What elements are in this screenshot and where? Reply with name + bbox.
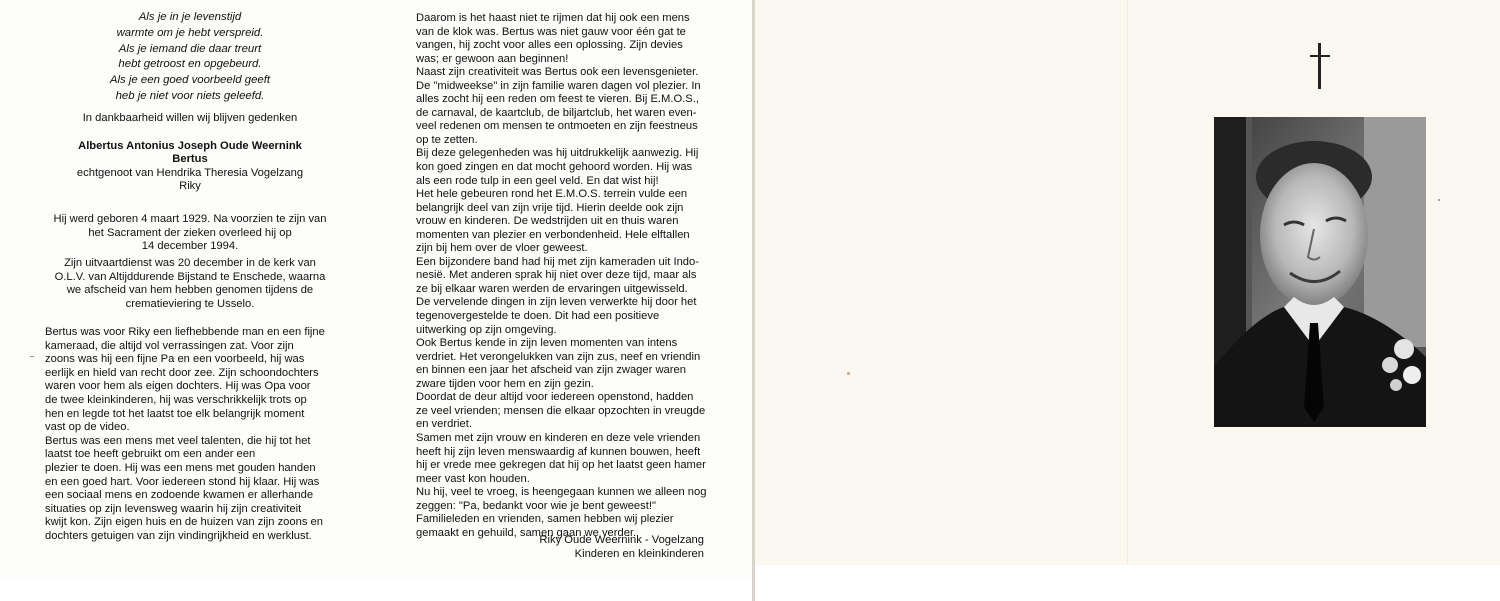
tribute-text-right	[416, 12, 708, 540]
text-line: Bertus was een mens met veel talenten, die hij tot het	[45, 434, 311, 447]
text-line: zware tijden voor hem en zijn gezin.	[416, 377, 594, 390]
text-line: veel redenen om mensen te ontmoeten en zijn feestneus	[416, 120, 698, 133]
text-line: Naast zijn creativiteit was Bertus ook een levensgenieter.	[416, 66, 699, 79]
signature-line: Riky Oude Weernink - Vogelzang	[539, 534, 704, 546]
text-line: 14 december 1994.	[141, 240, 239, 253]
text-line: belangrijk deel van zijn vrije tijd. Hierin deelde ook zijn	[416, 201, 684, 214]
print-mark	[30, 356, 34, 357]
text-line: als een rode tulp in een geel veld. En dat wist hij!	[416, 174, 659, 187]
text-line: De vervelende dingen in zijn leven verwerkte hij door het	[416, 296, 697, 309]
text-line: crematieviering te Usselo.	[125, 297, 255, 310]
tribute-text-left	[45, 326, 345, 544]
text-line: Daarom is het haast niet te rijmen dat hij ook een mens	[416, 12, 690, 24]
text-line: de carnaval, de kaartclub, de biljartclub, het waren even-	[416, 106, 697, 119]
text-line: vast op de video.	[45, 421, 130, 434]
text-line: en verdriet.	[416, 418, 472, 431]
signature-line: Kinderen en kleinkinderen	[574, 547, 704, 560]
text-line: hij er vrede mee gekregen dat hij op het laatst geen hamer	[416, 459, 706, 472]
text-line: Ook Bertus kende in zijn leven momenten van intens	[416, 337, 678, 350]
poem-line: hebt getroost en opgebeurd.	[118, 58, 262, 71]
poem-line: Als je iemand die daar treurt	[118, 42, 262, 55]
text-line: op te zetten.	[416, 133, 478, 146]
text-line: tegenovergestelde te doen. Dit had een positieve	[416, 310, 660, 323]
text-line: een sociaal mens en zodoende kwamen er allerhande	[45, 489, 314, 502]
card-fold-line	[1127, 0, 1128, 565]
text-line: eerlijk en hield van recht door zee. Zijn schoondochters	[45, 366, 319, 379]
text-line: laatst toe heeft gebruikt om een ander een	[45, 448, 256, 461]
paper-speck	[1438, 199, 1440, 201]
portrait-photo	[1214, 117, 1426, 427]
text-line: meer vast kon houden.	[416, 472, 530, 485]
spouse-nickname: Riky	[179, 180, 201, 193]
text-line: zeggen: "Pa, bedankt voor wie je bent geweest!"	[416, 499, 656, 512]
text-line: Het hele gebeuren rond het E.M.O.S. terrein vulde een	[416, 188, 688, 201]
portrait-photo-illustration	[1214, 117, 1426, 427]
text-line: heeft hij zijn leven menswaardig af kunnen bouwen, heeft	[416, 445, 701, 458]
birth-death-paragraph	[40, 213, 340, 254]
text-line: Hij werd geboren 4 maart 1929. Na voorzien te zijn van	[53, 213, 327, 225]
text-line: vangen, hij zocht voor alles een oplossing. Zijn devies	[416, 39, 683, 52]
paper-speck	[847, 372, 850, 375]
remembrance-line: In dankbaarheid willen wij blijven gedenken	[82, 112, 298, 124]
text-line: zijn bij hem over de vloer geweest.	[416, 242, 588, 255]
text-line: en een goed hart. Voor iedereen stond hij klaar. Hij was	[45, 475, 320, 488]
text-line: nesië. Met anderen sprak hij niet over deze tijd, maar als	[416, 269, 697, 282]
text-line: momenten van plezier en verbondenheid. Hele elftallen	[416, 228, 690, 241]
funeral-paragraph	[40, 257, 340, 311]
text-line: verdriet. Het verongelukken van zijn zus, neef en vriendin	[416, 350, 701, 363]
text-line: Samen met zijn vrouw en kinderen en deze vele vrienden	[416, 431, 701, 444]
poem-line: warmte om je hebt verspreid.	[116, 26, 264, 39]
text-line: ze bij elkaar waren werden de ervaringen uitgewisseld.	[416, 282, 688, 295]
text-line: was; er gewoon aan beginnen!	[416, 52, 569, 65]
text-line: Nu hij, veel te vroeg, is heengegaan kunnen we alleen nog	[416, 486, 707, 499]
text-line: dochters getuigen van zijn vindingrijkheid en werklust.	[45, 529, 312, 542]
deceased-full-name: Albertus Antonius Joseph Oude Weernink	[78, 140, 302, 152]
text-line: we afscheid van hem hebben genomen tijdens de	[66, 284, 314, 297]
poem-line: Als je een goed voorbeeld geeft	[109, 74, 271, 87]
text-line: en binnen een jaar het afscheid van zijn zwager waren	[416, 364, 686, 377]
text-line: gemaakt en gehuild, samen gaan we verder.	[416, 526, 637, 539]
text-line: vrouw en kinderen. De wedstrijden uit en thuis waren	[416, 215, 679, 228]
text-line: alles zocht hij een reden om feest te vieren. Bij E.M.O.S.,	[416, 93, 699, 106]
text-line: ze veel vrienden; mensen die elkaar opzochten in vreugde	[416, 404, 706, 417]
text-line: plezier te doen. Hij was een mens met gouden handen	[45, 461, 316, 474]
signature-block	[416, 534, 704, 561]
text-line: situaties op zijn levensweg waarin hij zijn creativiteit	[45, 502, 302, 515]
cross-icon	[1310, 43, 1330, 89]
spouse-line: echtgenoot van Hendrika Theresia Vogelzang	[76, 166, 304, 179]
text-line: kon goed zingen en dat mocht gehoord worden. Hij was	[416, 161, 693, 174]
text-line: zoons was hij een fijne Pa en een voorbeeld, hij was	[45, 353, 305, 366]
scan-margin	[755, 565, 1500, 601]
text-line: van de klok was. Bertus was niet gauw voor één gat te	[416, 25, 686, 38]
text-line: O.L.V. van Altijddurende Bijstand te Enschede, waarna	[54, 270, 326, 283]
text-line: Bertus was voor Riky een liefhebbende man en een fijne	[45, 326, 325, 338]
text-line: Een bijzondere band had hij met zijn kameraden uit Indo-	[416, 255, 699, 268]
text-line: kwijt kon. Zijn eigen huis en de huizen van zijn zoons en	[45, 516, 323, 529]
text-line: het Sacrament der zieken overleed hij op	[88, 226, 292, 239]
text-line: kameraad, die altijd vol verrassingen zat. Voor zijn	[45, 339, 294, 352]
deceased-nickname: Bertus	[172, 153, 208, 166]
text-line: De "midweekse" in zijn familie waren dagen vol plezier. In	[416, 79, 701, 92]
text-line: Zijn uitvaartdienst was 20 december in de kerk van	[64, 257, 316, 269]
text-line: waren voor hem als eigen dochters. Hij was Opa voor	[45, 380, 311, 393]
poem-line: heb je niet voor niets geleefd.	[115, 89, 265, 102]
text-line: Doordat de deur altijd voor iedereen openstond, hadden	[416, 391, 694, 404]
poem-line: Als je in je levenstijd	[138, 11, 242, 23]
text-line: uitwerking op zijn omgeving.	[416, 323, 557, 336]
deceased-name-block	[40, 140, 340, 194]
text-line: hen en legde tot het laatst toe elk belangrijk moment	[45, 407, 305, 420]
poem	[40, 10, 340, 105]
text-line: Bij deze gelegenheden was hij uitdrukkelijk aanwezig. Hij	[416, 147, 699, 160]
text-line: de twee kleinkinderen, hij was verschrikkelijk trots op	[45, 393, 307, 406]
text-line: Familieleden en vrienden, samen hebben wij plezier	[416, 513, 674, 526]
